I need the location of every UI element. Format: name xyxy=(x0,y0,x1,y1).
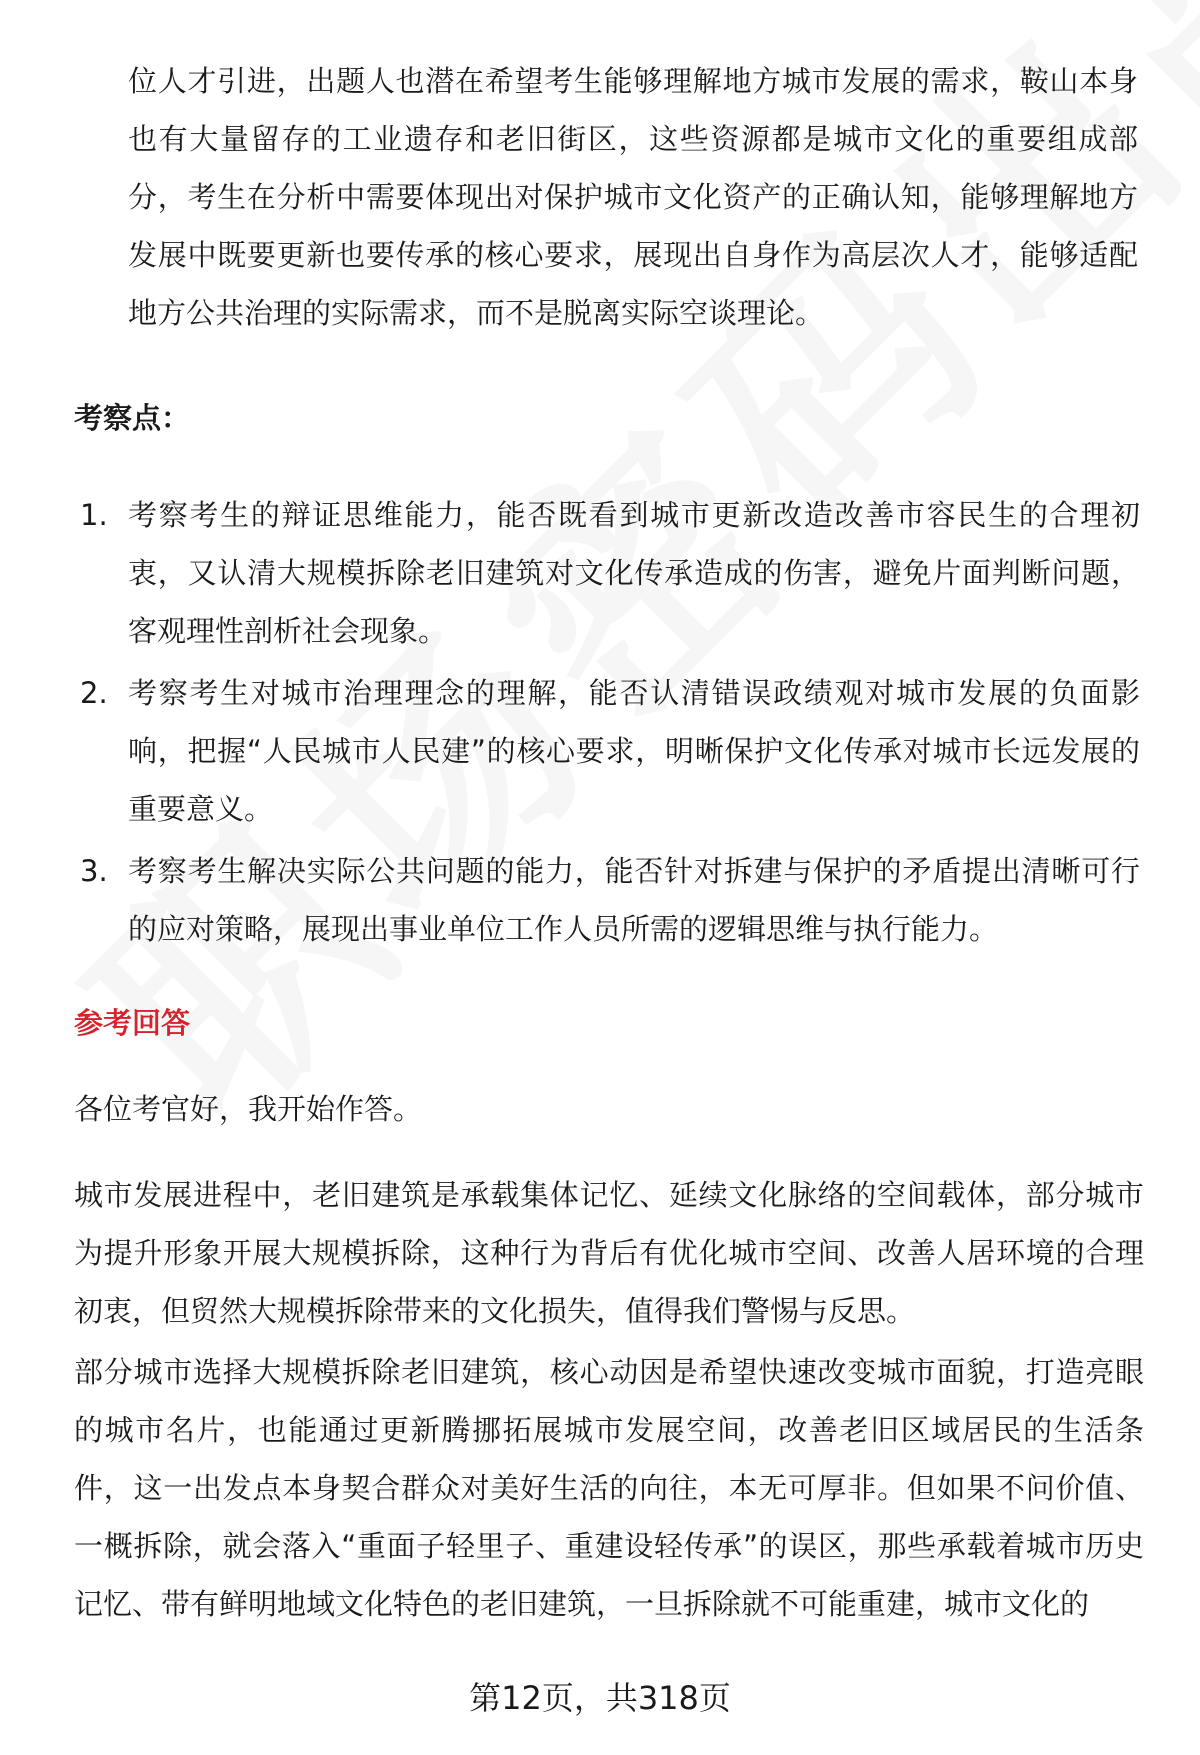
intro-paragraph: 位人才引进，出题人也潜在希望考生能够理解地方城市发展的需求，鞍山本身也有大量留存的工业遗存和老旧街区，这些资源都是城市文化的重要组成部分，考生在分析中需要体现出对保护城市文化资产的正确认知，能够理解地方发展中既要更新也要传承的核心要求，展现出自身作为高层次人才，能够适配地方公共治理的实际需求，而不是脱离实际空谈理论。 xyxy=(128,64,1138,330)
answer-heading: 参考回答 xyxy=(74,1006,191,1040)
points-list xyxy=(80,486,1140,962)
point-number: 3. xyxy=(80,854,108,888)
points-heading: 考察点： xyxy=(74,401,191,435)
point-text: 考察考生解决实际公共问题的能力，能否针对拆建与保护的矛盾提出清晰可行的应对策略，展现出事业单位工作人员所需的逻辑思维与执行能力。 xyxy=(128,854,1140,946)
point-text: 考察考生对城市治理理念的理解，能否认清错误政绩观对城市发展的负面影响，把握“人民城市人民建”的核心要求，明晰保护文化传承对城市长远发展的重要意义。 xyxy=(128,676,1140,826)
point-number: 2. xyxy=(80,676,108,710)
point-text: 考察考生的辩证思维能力，能否既看到城市更新改造改善市容民生的合理初衷，又认清大规模拆除老旧建筑对文化传承造成的伤害，避免片面判断问题，客观理性剖析社会现象。 xyxy=(128,498,1140,648)
body-paragraph-1: 城市发展进程中，老旧建筑是承载集体记忆、延续文化脉络的空间载体，部分城市为提升形象开展大规模拆除，这种行为背后有优化城市空间、改善人居环境的合理初衷，但贸然大规模拆除带来的文化损失，值得我们警惕与反思。 xyxy=(74,1178,1144,1328)
list-item xyxy=(80,664,1140,838)
list-item xyxy=(80,842,1140,958)
point-number: 1. xyxy=(80,498,108,532)
body-paragraph-2: 部分城市选择大规模拆除老旧建筑，核心动因是希望快速改变城市面貌，打造亮眼的城市名片，也能通过更新腾挪拓展城市发展空间，改善老旧区域居民的生活条件，这一出发点本身契合群众对美好生活的向往，本无可厚非。但如果不问价值、一概拆除，就会落入“重面子轻里子、重建设轻传承”的误区，那些承载着城市历史记忆、带有鲜明地域文化特色的老旧建筑，一旦拆除就不可能重建，城市文化的 xyxy=(74,1355,1144,1621)
greeting-paragraph: 各位考官好，我开始作答。 xyxy=(74,1092,423,1126)
list-item xyxy=(80,486,1140,660)
page-footer: 第12页，共318页 xyxy=(469,1679,731,1717)
